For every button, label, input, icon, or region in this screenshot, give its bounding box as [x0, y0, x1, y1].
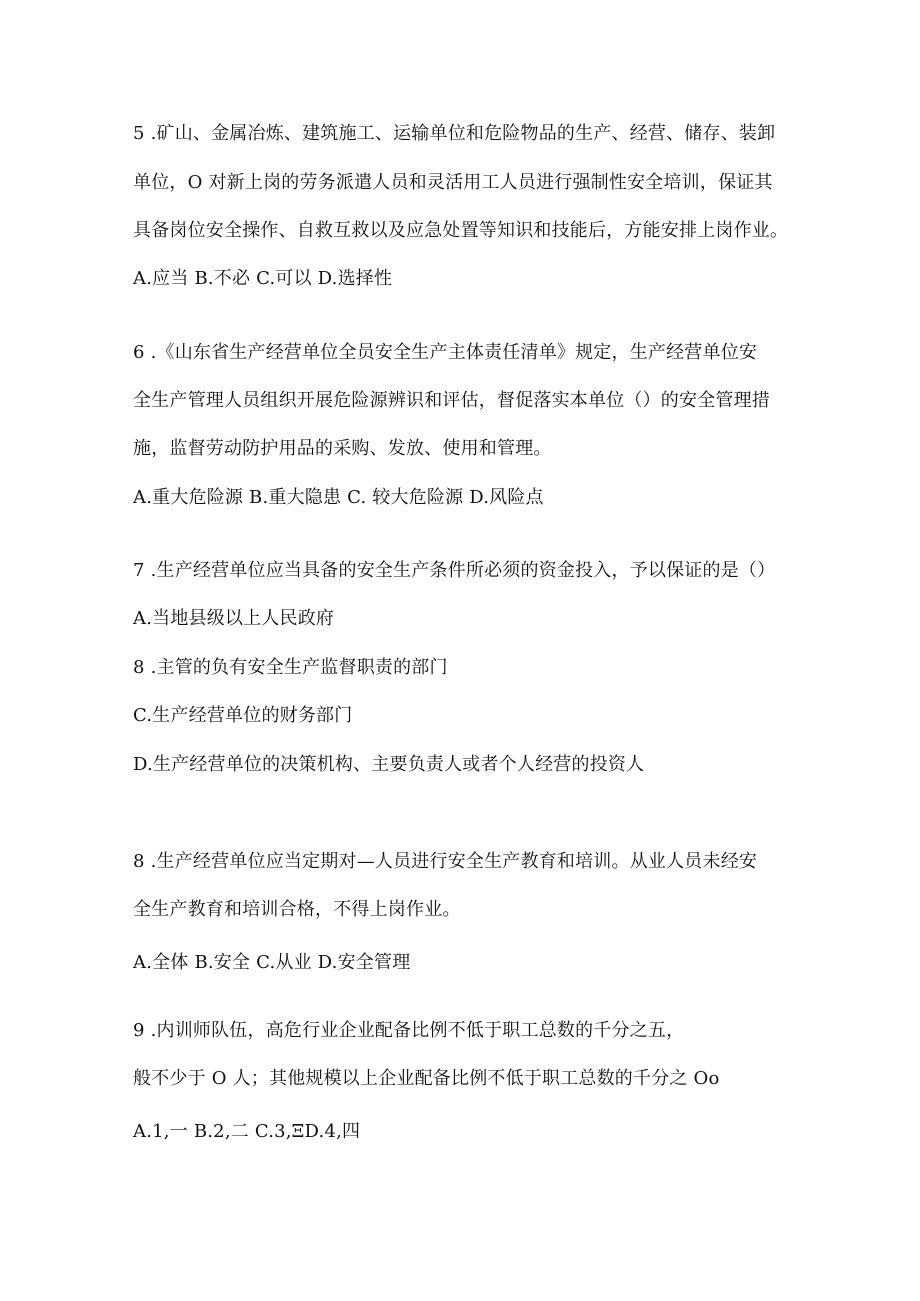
question-6-line-2: 全生产管理人员组织开展危险源辨识和评估，督促落实本单位（）的安全管理措: [133, 390, 770, 411]
question-6-line-1: 6 .《山东省生产经营单位全员安全生产主体责任清单》规定，生产经营单位安: [133, 342, 758, 363]
question-5-line-2: 单位，O 对新上岗的劳务派遣人员和灵活用工人员进行强制性安全培训，保证其: [133, 172, 773, 193]
question-7-line-1: 7 .生产经营单位应当具备的安全生产条件所必须的资金投入，予以保证的是（）: [133, 560, 776, 581]
question-9-line-2: 般不少于 O 人；其他规模以上企业配备比例不低于职工总数的千分之 Oo: [133, 1068, 720, 1089]
question-5-options: A.应当 B.不必 C.可以 D.选择性: [133, 268, 393, 289]
question-7-option-c: C.生产经营单位的财务部门: [133, 705, 353, 726]
question-9-line-1: 9 .内训师队伍，高危行业企业配备比例不低于职工总数的千分之五，: [133, 1020, 685, 1041]
question-7-option-b: 8 .主管的负有安全生产监督职责的部门: [133, 657, 448, 678]
question-8-line-2: 全生产教育和培训合格，不得上岗作业。: [133, 899, 461, 920]
question-7-option-d: D.生产经营单位的决策机构、主要负责人或者个人经营的投资人: [133, 754, 645, 775]
question-8-line-1: 8 .生产经营单位应当定期对—人员进行安全生产教育和培训。从业人员未经安: [133, 851, 758, 872]
question-6-line-3: 施，监督劳动防护用品的采购、发放、使用和管理。: [133, 438, 552, 459]
question-8-options: A.全体 B.安全 C.从业 D.安全管理: [133, 952, 411, 973]
question-5-line-3: 具备岗位安全操作、自救互救以及应急处置等知识和技能后，方能安排上岗作业。: [133, 220, 789, 241]
question-9-options: A.1,一 B.2,二 C.3,ΞD.4,四: [133, 1121, 361, 1142]
question-5-line-1: 5 .矿山、金属冶炼、建筑施工、运输单位和危险物品的生产、经营、储存、装卸: [133, 123, 776, 144]
question-6-options: A.重大危险源 B.重大隐患 C. 较大危险源 D.风险点: [133, 487, 544, 508]
question-7-option-a: A.当地县级以上人民政府: [133, 608, 335, 629]
